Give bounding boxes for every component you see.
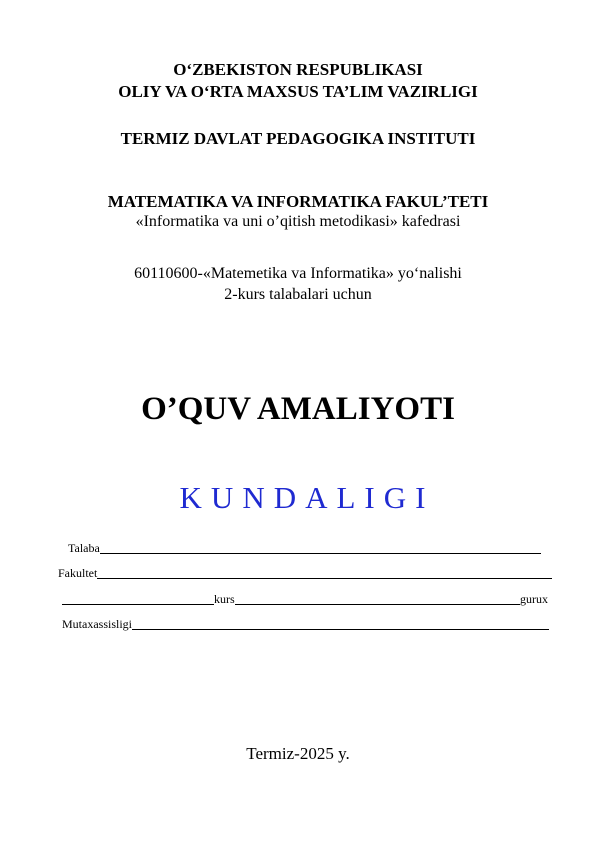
course-line[interactable]: [62, 592, 214, 605]
specialty-label: Mutaxassisligi: [62, 617, 133, 631]
faculty-line[interactable]: [97, 566, 552, 579]
course-group-field: [62, 592, 548, 607]
student-line[interactable]: [100, 541, 541, 554]
header-country: O‘ZBEKISTON RESPUBLIKASI: [173, 60, 423, 79]
student-field: [68, 541, 541, 556]
footer-place-year: Termiz-2025 y.: [246, 744, 350, 763]
faculty-label: Fakultet: [58, 566, 98, 580]
document-title: O’QUV AMALIYOTI: [141, 391, 455, 427]
group-label: gurux: [520, 592, 548, 606]
student-label: Talaba: [68, 541, 100, 555]
specialty-line[interactable]: [132, 617, 549, 630]
header-ministry: OLIY VA O‘RTA MAXSUS TA’LIM VAZIRLIGI: [118, 82, 478, 101]
faculty-name: MATEMATIKA VA INFORMATIKA FAKUL’TETI: [107, 192, 489, 211]
document-subtitle: KUNDALIGI: [179, 480, 435, 515]
group-line[interactable]: [235, 592, 520, 605]
program-audience: 2-kurs talabalari uchun: [224, 286, 372, 303]
program-direction: 60110600-«Matemetika va Informatika» yo‘nalishi: [134, 265, 462, 282]
faculty-field: [58, 566, 552, 581]
course-label: kurs: [214, 592, 235, 606]
header-institute: TERMIZ DAVLAT PEDAGOGIKA INSTITUTI: [120, 129, 476, 148]
department-name: «Informatika va uni o’qitish metodikasi» kafedrasi: [135, 213, 461, 230]
specialty-field: [62, 617, 549, 632]
